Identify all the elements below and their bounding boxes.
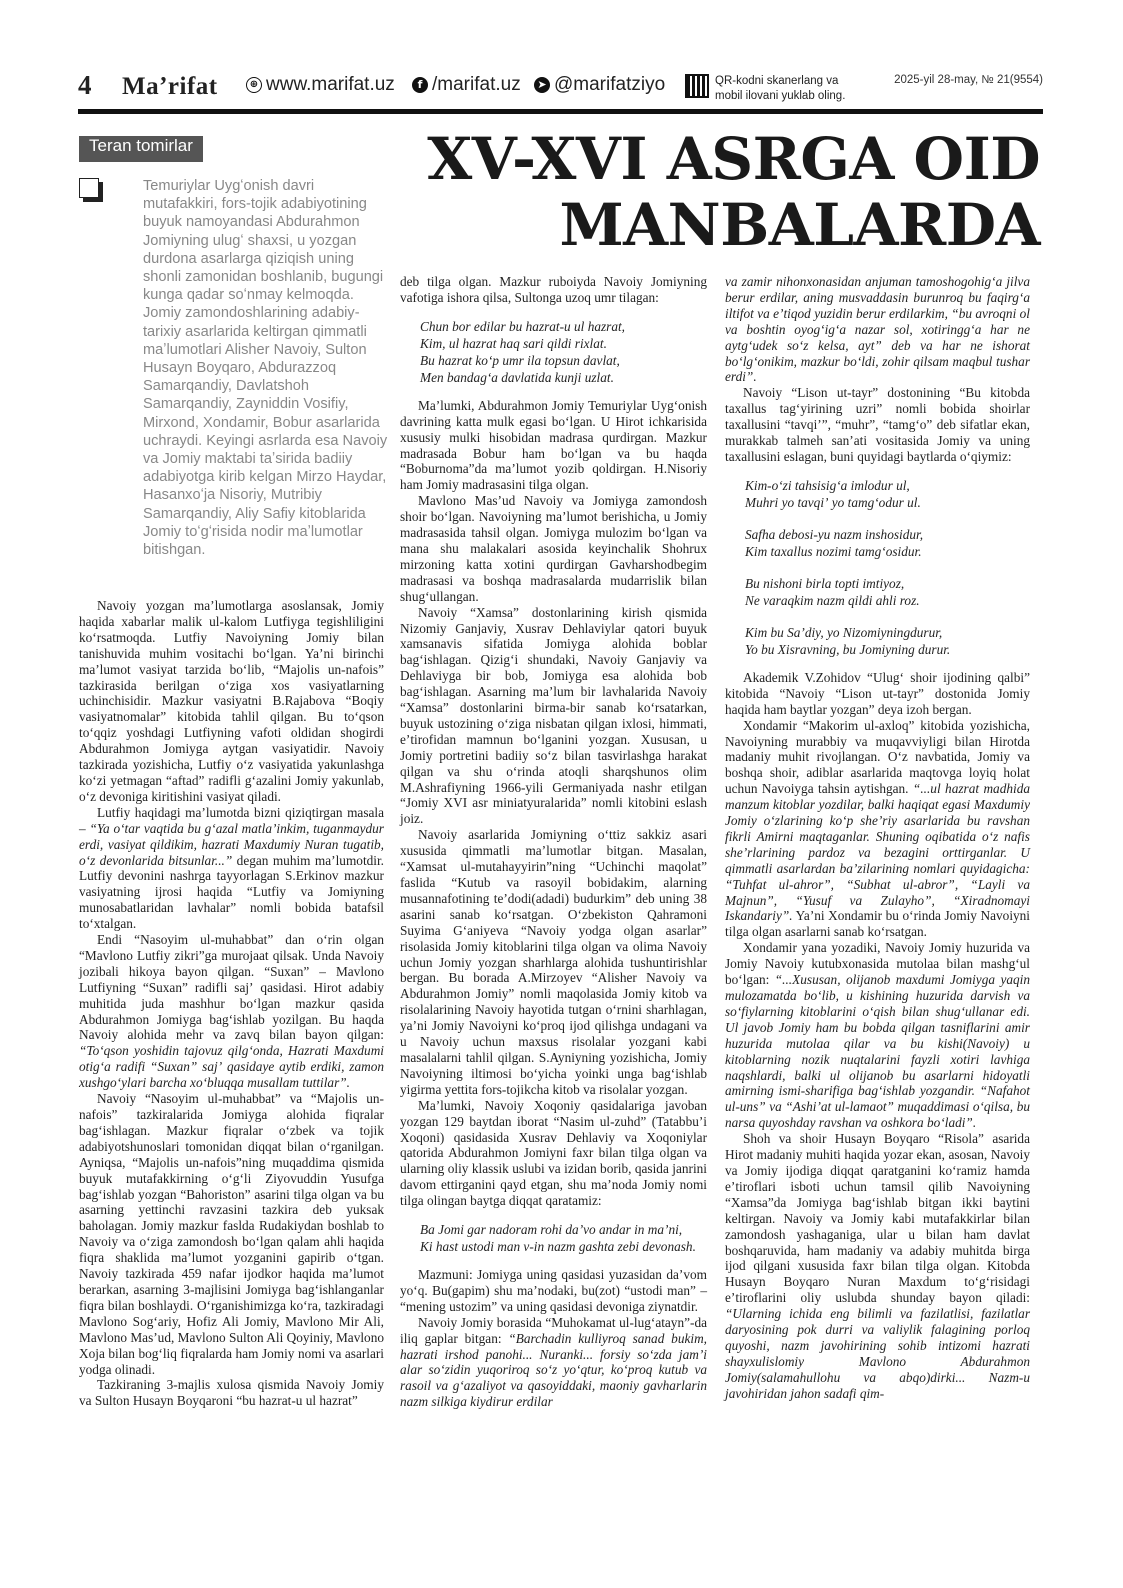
verse-line: Chun bor edilar bu hazrat-u ul hazrat, xyxy=(420,318,626,334)
verse-gap xyxy=(745,511,1030,526)
paragraph: Navoiy “Nasoyim ul-muhabbat” va “Majolis un-nafois” tazkiralarida Jomiyga alohida fiqralar bagʻishlagan. Mazkur fiqralar oʻzbek va tojik adabiyotshunoslari tomonidan diqqat bilan oʻrganilgan. Ayniqsa, “Majolis un-nafois”ning muqaddima qismida buyuk mutafakkirning oʻgʻli Ziyovuddin Yusufga bagʻishlab yozgan “Bahoriston” asarini tilga olgan va bu asarning yettinchi ravzasini tazkira deb yuksak baholagan. Jomiy mazkur faslda Rudakiydan boshlab to Navoiy va oʻziga zamondosh boʻlgan qalam ahli haqida fiqra shaklida maʼlumot yozganini gapirib oʻtgan. Navoiy tazkirada 459 nafar ijodkor haqida maʼlumot berarkan, asarning 3-majlisini Jomiyga bagʻishlanganlar fiqra bilan boshlaydi. Oʻrganishimizga koʻra, tazkiradagi Mavlono Sogʻariy, Hofiz Ali Jomiy, Mavlono Mir Ali, Mavlono Masʼud, Mavlono Sulton Ali Qoyiniy, Mavlono Xoja bilan bogʻliq fiqralarda ham Jomiy nomi va asarlari yodga olinadi. xyxy=(79,1091,384,1377)
paragraph: Navoiy yozgan maʼlumotlarga asoslansak, Jomiy haqida xabarlar malik ul-kalom Lutfiyga tegishliligini koʻrsatmoqda. Lutfiy Navoiyning Jomiy bilan tanishuvida muhim vositachi boʻlgan. Yaʼni birinchi maʼlumot vasiyat tarzida boʻlib, “Majolis un-nafois” tazkirasida berilgan oʻziga xos vasiyatlarning uchinchisidir. Mazkur vasiyatni B.Rajabova “Boqiy vasiyatnomalar” kitobida tahlil qilgan. Bu toʻqson toʻqqiz yoshdagi Lutfiyning vafoti oldidan shogirdi Abdurahmon Jomiyga aytgan vasiyatidir. Navoiy tazkirada yozishicha, Lutfiy oʻz vasiyatida yakunlashga koʻzi yetmagan “aftad” radifli gʻazalini Jomiy yakunlab, oʻz devoniga kiritishini vasiyat qiladi. xyxy=(79,598,384,804)
facebook-icon: f xyxy=(412,77,428,93)
article-headline xyxy=(400,126,1040,258)
qr-caption-line-2: mobil ilovani yuklab oling. xyxy=(715,90,846,102)
intro-mark-icon xyxy=(79,178,105,204)
verse-line: Ki hast ustodi man v-in nazm gashta zebi devonash. xyxy=(420,1239,696,1255)
paragraph: Mazmuni: Jomiyga uning qasidasi yuzasidan daʼvom yoʻq. Bu(gapim) shu maʼnodaki, bu(zot) “ustodi man” – “mening ustozim” va uning qasidasi devoniga ziynatdir. xyxy=(400,1267,707,1314)
article-column-2 xyxy=(400,274,707,1410)
verse-line: Safha debosi-yu nazm inshosidur, xyxy=(745,526,924,542)
headline-line-2: MANBALARDA xyxy=(559,191,1040,259)
qr-caption xyxy=(715,74,845,104)
telegram-icon: ➤ xyxy=(534,77,550,93)
paragraph: Maʼlumki, Navoiy Xoqoniy qasidalariga javoban yozgan 129 baytdan iborat “Nasim ul-zuhd” (Tatabbuʼi Xoqoni) qasidasida Xusrav Dehlaviy va Xoqoniylar qatorida Abdurahmon Jomiyni faxr bilan tilga olgan va ularning oliy klassik uslubi va izidan borib, qasida janrini davom ettirganini qayd etgan, shu maʼnoda Jomiy nomi tilga olingan baytga diqqat qaratamiz: xyxy=(400,1097,707,1209)
paragraph: Tazkiraning 3-majlis xulosa qismida Navoiy Jomiy va Sulton Husayn Boyqaroni “bu hazrat-u ul hazrat” xyxy=(79,1377,384,1409)
website-link[interactable] xyxy=(246,74,395,96)
verse-line: Kim bu Saʼdiy, yo Nizomiyningdurur, xyxy=(745,624,943,640)
paragraph: Shoh va shoir Husayn Boyqaro “Risola” asarida Hirot madaniy muhiti haqida yozar ekan, asosan, Navoiy va Jomiy ijodiga diqqat qaratganini koʻramiz hamda eʼtiroflari isboti uchun tamsil qilib Navoiyning “Xamsa”da Jomiyga bagʻishlab bitgan ikki baytini keltirgan. Navoiy va Jomiy kabi mutafakkirlar bilan zamondosh yashaganiga, ular u bilan ham davlat boshqaruvida, ham madaniy va adabiy muhitda birga ijod qilgani xususida faxr bilan tilga olgan. Kitobda Husayn Boyqaro Nuran Maxdum toʻgʻrisidagi eʼtiroflarini oliy uslubda shunday bayon qiladi: “Ularning ichida eng bilimli va fazilatlisi, fazilatlar daryosining pok durri va valiylik falagining porloq quyoshi, nazm javohirining sohib intizomi hazrati shayxulislomiy Mavlono Abdurahmon Jomiy(salamahullohu va abqo)dirki... Nazm-u javohiridan jahon sadafi qim- xyxy=(725,1131,1030,1401)
newspaper-logo: Maʼrifat xyxy=(122,73,218,100)
page-number: 4 xyxy=(78,70,92,100)
website-text: www.marifat.uz xyxy=(266,74,395,95)
verse-stanzas xyxy=(745,477,1030,658)
verse-line: Kim taxallus nozimi tamgʻosidur. xyxy=(745,543,922,559)
telegram-link[interactable] xyxy=(534,74,665,96)
issue-date: 2025-yil 28-may, № 21(9554) xyxy=(894,74,1043,86)
verse-line: Muhri yo tavqiʼ yo tamgʻodur ul. xyxy=(745,494,921,510)
paragraph: deb tilga olgan. Mazkur ruboiyda Navoiy Jomiyning vafotiga ishora qilsa, Sultonga uzoq umr tilagan: xyxy=(400,274,707,305)
paragraph: va zamir nihonxonasidan anjuman tamoshogohigʻa jilva berur erdilar, aning musvaddasin burunroq bu faqirgʻa iltifot va eʼtiqod yuzidin berur erdilarkim, “bu avroqni ol va boshtin oyogʻigʻa nazar sol, xotiringgʻa har ne aytgʻudek soʻz kelsa, ayt” deb va har ne ishorat boʻlgʻonikim, mazkur boʻldi, zohir qilsam maqbul tushar erdi”. xyxy=(725,274,1030,385)
verse-gap xyxy=(745,609,1030,624)
verse-line: Kim-oʻzi tahsisigʻa imlodur ul, xyxy=(745,477,910,493)
paragraph: Akademik V.Zohidov “Ulugʻ shoir ijodining qalbi” kitobida “Navoiy “Lison ut-tayr” dostonida Jomiy haqida ham baytlar yozgan” deya izoh bergan. xyxy=(725,669,1030,717)
facebook-link[interactable] xyxy=(412,74,521,96)
verse-line: Ba Jomi gar nadoram rohi daʼvo andar in maʼni, xyxy=(420,1222,683,1238)
verse-gap xyxy=(745,560,1030,575)
paragraph: Navoiy “Lison ut-tayr” dostonining “Bu kitobda taxallus tagʻyirining uzri” nomli bobida shoirlar taxallusini “tavqiʼ”, “muhr”, “tamgʻo” deb sifatlar ekan, murakkab talmeh sanʼati vositasida Jomiy va uning taxallusini eslagan, buni quyidagi baytlarda oʻqiymiz: xyxy=(725,385,1030,464)
verse-line: Bu nishoni birla topti imtiyoz, xyxy=(745,575,905,591)
headline-line-1: XV-XVI ASRGA OID xyxy=(427,125,1040,193)
section-rubric: Teran tomirlar xyxy=(79,136,203,162)
paragraph: Endi “Nasoyim ul-muhabbat” dan oʻrin olgan “Mavlono Lutfiy zikri”ga murojaat qilsak. Unda Navoiy jozibali hikoya bayon qilgan. “Suxan” – Mavlono Lutfiyning “Suxan” radifli sajʼ qasidasi. Hirot adabiy muhitida juda mashhur boʻlgan mazkur qasida Abdurahmon Jomiyga bagʻishlab yozilgan. Bu haqda Navoiy alohida mehr va zavq bilan bayon qilgan: “Toʻqson yoshidin tajovuz qilgʻonda, Hazrati Maxdumi otigʻa radifi “Suxan” sajʼ qasidaye aytib erdiki, zamon xushgoʻylari barcha xoʻbluqqa musallam tuttilar”. xyxy=(79,932,384,1091)
masthead xyxy=(78,70,1043,106)
verse-line: Men bandagʻa davlatida kunji uzlat. xyxy=(420,369,614,385)
qr-caption-line-1: QR-kodni skanerlang va xyxy=(715,75,839,87)
article-lead: Temuriylar Uygʻonish davri mutafakkiri, fors-tojik adabiyotining buyuk namoyandasi Abdurahmon Jomiyning ulugʻ shaxsi, u yozgan durdona asarlarga qiziqish uning shonli zamonidan boshlanib, bugungi kunga qadar soʻnmay kelmoqda. Jomiy zamondoshlarining adabiy-tarixiy asarlarida keltirgan qimmatli maʼlumotlari Alisher Navoiy, Sulton Husayn Boyqaro, Abdurazzoq Samarqandiy, Davlatshoh Samarqandiy, Zayniddin Vosifiy, Mirxond, Xondamir, Bobur asarlarida uchraydi. Keyingi asrlarda esa Navoiy va Jomiy maktabi taʼsirida badiiy adabiyotga kirib kelgan Mirzo Haydar, Hasanxoʻja Nisoriy, Mutribiy Samarqandiy, Aliy Safiy kitoblarida Jomiy toʻgʻrisida nodir maʼlumotlar bitishgan. xyxy=(143,178,388,559)
paragraph: Xondamir yana yozadiki, Navoiy Jomiy huzurida va Jomiy Navoiy kutubxonasida mutolaa bilan mashgʻul boʻlgan: “...Xususan, olijanob maxdumi Jomiyga yaqin mulozamatda boʻlib, u kishining huzurida darvish va soʻfiylarning kitoblarini oʻqish bilan shugʻullanar edi. Ul javob Jomiy ham bu bobda qilgan tasniflarini amir huzurida mutolaa qilar va bu kishi(Navoiy) u kitoblarning nozik nuqtalarini fayzli xotiri lavhiga naqshlardi, balki ul olijanob bu asarlarni hidoyatli amirning ismi-sharifiga bagʻishlab yozgandir. “Nafahot ul-uns” va “Ashiʼat ul-lamaot” muqaddimasi oʻqilsa, bu narsa quyoshday ravshan va oshkora boʻladi”. xyxy=(725,940,1030,1131)
globe-icon: ⊕ xyxy=(246,77,262,93)
verse-quatrain xyxy=(420,318,707,386)
header-rule xyxy=(78,109,1043,114)
article-column-1 xyxy=(79,598,384,1409)
verse-line: Yo bu Xisravning, bu Jomiyning durur. xyxy=(745,641,951,657)
facebook-text: /marifat.uz xyxy=(432,74,521,95)
verse-line: Kim, ul hazrat haq sari qildi rixlat. xyxy=(420,335,607,351)
verse-line: Bu hazrat koʻp umr ila topsun davlat, xyxy=(420,352,620,368)
telegram-text: @marifatziyo xyxy=(554,74,666,95)
paragraph: Navoiy Jomiy borasida “Muhokamat ul-lugʻatayn”-da iliq gaplar bitgan: “Barchadin kulliyroq sanad bukim, hazrati irshod panohi... Nuranki... forsiy soʻzda jamʼi alar soʻzidin yuqoriroq soʻz yoʻqtur, koʻproq kutub va rasoil va gʻazaliyot va qasoyiddaki, maoniy gavharlarin nazm silkiga kiydirur erdilar xyxy=(400,1314,707,1410)
qr-code-icon[interactable] xyxy=(685,74,709,98)
paragraph: Navoiy asarlarida Jomiyning oʻttiz sakkiz asari xususida qimmatli maʼlumotlar bitgan. Masalan, “Xamsat ul-mutahayyirin”ning “Uchinchi maqolat” faslida “Kutub va rasoyil bobidakim, alarning musannafotining teʼdodi(adadi) budurkim” deb uning 38 asarini sanab koʻrsatgan. Oʻzbekiston Qahramoni Suyima Gʻaniyeva “Navoiy yodga olgan asarlar” risolasida Jomiy kitoblarini tilga olgan va olima Navoiy uchun Jomiy yozgan sharhlarga alohida tushuntirishlar bergan. Bu borada A.Mirzoyev “Alisher Navoiy va Abdurahmon Jomiy” nomli maqolasida Jomiy kitob va risolalarining Navoiy hayotida tutgan oʻrnini sharhlagan, yaʼni Jomiy Navoiyni koʻproq ijod qilishga undagani va u Navoiy uchun maxsus risolalar yozgani kabi masalalarni tahlil qilgan. S.Ayniyning yozishicha, Jomiy Navoiyning iltimosi boʻyicha yoinki unga bagʻishlab yigirma yettita fors-tojikcha kitob va risolalar yozgan. xyxy=(400,827,707,1097)
article-column-3 xyxy=(725,274,1030,1402)
verse-line: Ne varaqkim nazm qildi ahli roz. xyxy=(745,592,920,608)
paragraph: Mavlono Masʼud Navoiy va Jomiyga zamondosh shoir boʻlgan. Navoiyning maʼlumot berishicha, u Jomiy madrasasida tahsil olgan. Jomiyga mulozim boʻlgan va mana shu malakalari asosida keyinchalik Shohrux mirzoning katta xotini qurdirgan Gavharshodbegim madrasasi va boshqa madrasalarda mudarrislik bilan shugʻullangan. xyxy=(400,493,707,604)
verse-couplet xyxy=(420,1221,707,1255)
paragraph: Maʼlumki, Abdurahmon Jomiy Temuriylar Uygʻonish davrining katta mulk egasi boʻlgan. U Hirot ichkarisida xususiy mulki hisobidan madrasa qurdirgan. Mazkur madrasada Bobur ham boʻlgan va bu haqda “Boburnoma”da maʼlumot yozib qoldirgan. H.Nisoriy ham Jomiy madrasasini tilga olgan. xyxy=(400,397,707,493)
paragraph: Xondamir “Makorim ul-axloq” kitobida yozishicha, Navoiyning murabbiy va muqavviyligi bilan Hirotda madaniy muhit rivojlangan. Oʻz navbatida, Jomiy va boshqa shoir, adiblar asarlarida maqtovga loyiq holat uchun Navoiyga tahsin aytishgan. “...ul hazrat madhida manzum kitoblar yozdilar, balki haqiqat egasi Maxdumiy Jomiy oʻzlarining koʻp sheʼriy asarlarida bu ravshan fikrli Amirni maqtaganlar. Shuning oqibatida oʻz nafis sheʼrlarining pardoz va bezagini orttirganlar. U qimmatli asarlardan baʼzilarining nomlari quyidagicha: “Tuhfat ul-ahror”, “Subhat ul-abror”, “Layli va Majnun”, “Yusuf va Zulayho”, “Xiradnomayi Iskandariy”. Yaʼni Xondamir bu oʻrinda Jomiy Navoiyni tilga olgan asarlarni sanab koʻrsatgan. xyxy=(725,717,1030,940)
paragraph: Navoiy “Xamsa” dostonlarining kirish qismida Nizomiy Ganjaviy, Xusrav Dehlaviylar qatori buyuk xamsanavis sifatida Jomiyga alohida boblar bagʻishlagan. Qizigʻi shundaki, Navoiy Ganjaviy va Dehlaviyga bir bob, Jomiyga esa alohida bob bagʻishlagan. Asarning maʼlum bir lavhalarida Navoiy “Xamsa” dostonlarini birma-bir sanab koʻrsatarkan, buyuk ustozining oʻziga nisbatan qilgan ixlosi, himmati, eʼtirofidan mamnun boʻlganini yozgan. Xususan, u Jomiy portretini badiiy soʻz bilan tasvirlashga harakat qilgan va shu oʻrinda atoqli sharqshunos olim M.Ashrafiyning 1966-yili Germaniyada nashr etilgan “Jomiy XVI asr miniatyuralarida” nomli kitobini eslash joiz. xyxy=(400,604,707,827)
paragraph: Lutfiy haqidagi maʼlumotda bizni qiziqtirgan masala – “Ya oʻtar vaqtida bu gʻazal matlaʼinkim, tuganmaydur erdi, vasiyat qildikim, hazrati Maxdumiy Nuran tugatib, oʻz devonlarida bitsunlar...” degan muhim maʼlumotdir. Lutfiy devonini nashrga tayyorlagan S.Erkinov mazkur vasiyatning ijrosi haqida “Lutfiy va Jomiyning munosabatlaridan lavhalar” nomli bobida batafsil toʻxtalgan. xyxy=(79,804,384,932)
